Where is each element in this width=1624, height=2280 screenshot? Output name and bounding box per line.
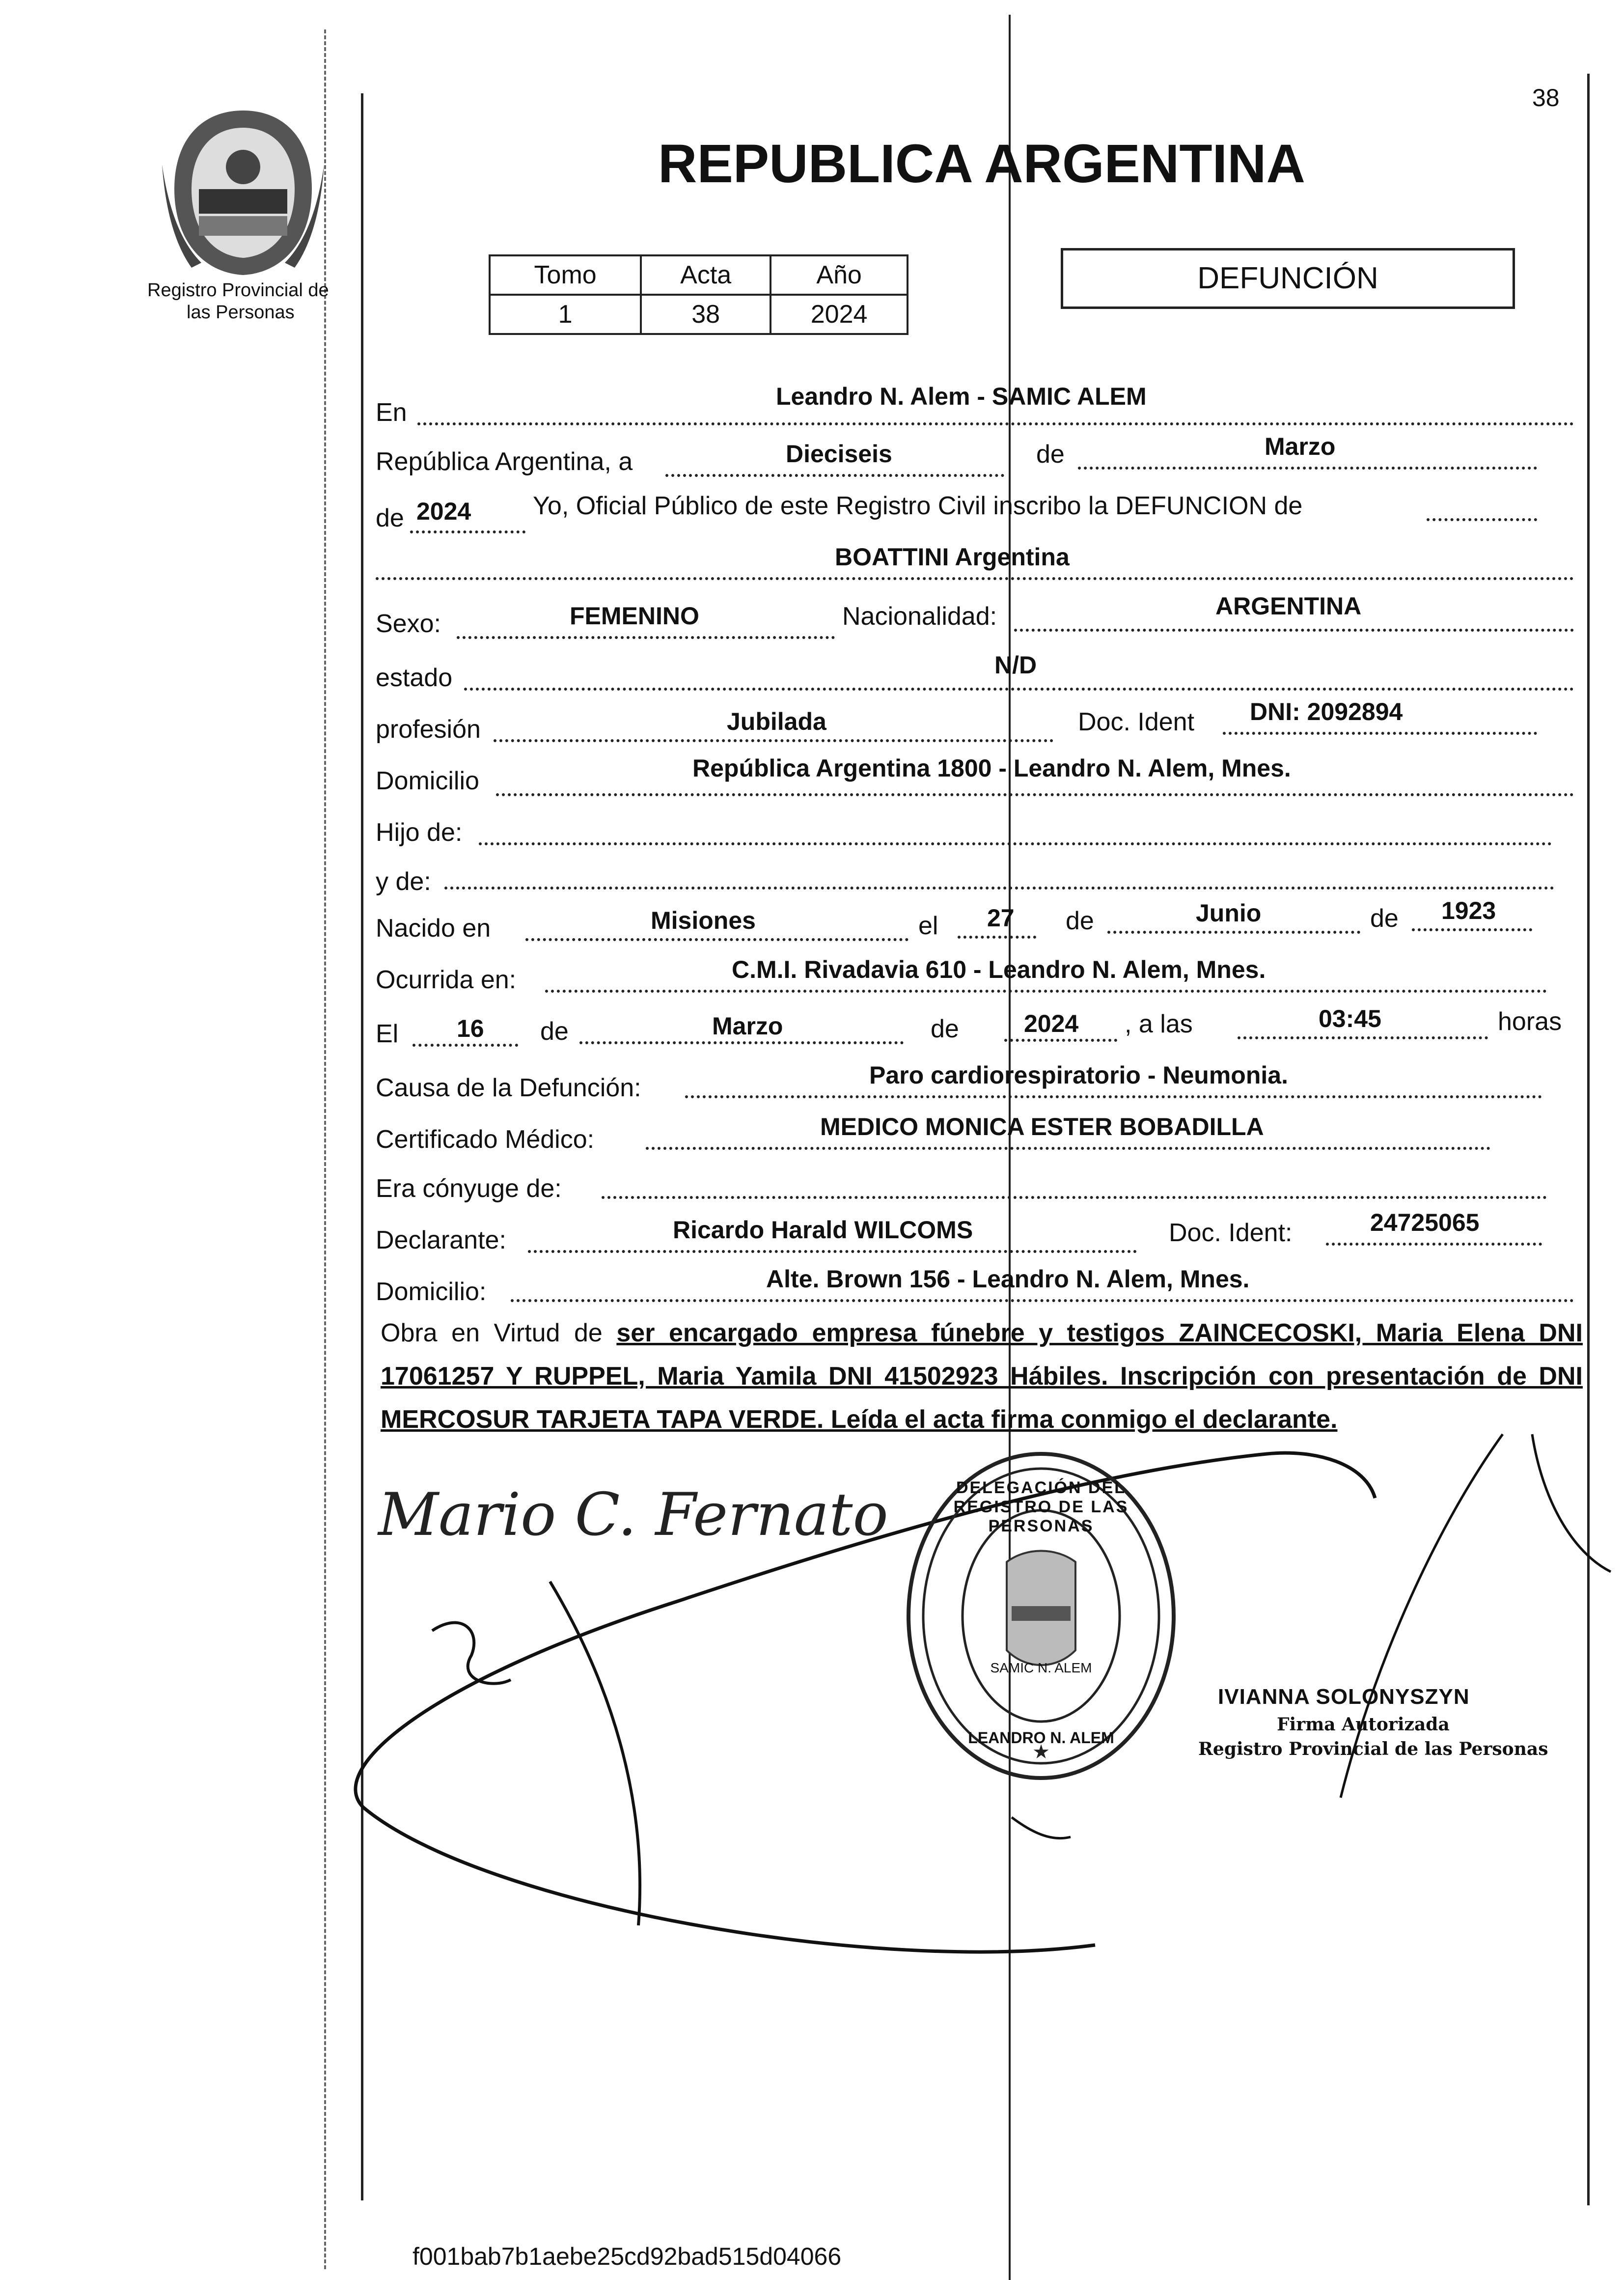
ocurrida-line [545, 990, 1547, 993]
nacionalidad-label: Nacionalidad: [842, 602, 997, 631]
causa-line [685, 1095, 1542, 1098]
anio-line [410, 530, 525, 533]
stamp-outer-text: DELEGACIÓN DEL REGISTRO DE LAS PERSONAS [953, 1478, 1129, 1535]
estado-label: estado [376, 664, 453, 692]
de2-label: de [376, 504, 404, 532]
mes-line [1078, 467, 1537, 470]
declarante-label: Declarante: [376, 1226, 506, 1254]
def-hora: 03:45 [1319, 1005, 1381, 1032]
nombre-line [376, 577, 1574, 580]
doc-type-box [1061, 248, 1515, 309]
horas-label: horas [1498, 1007, 1562, 1036]
tomo-header: Tomo [490, 255, 641, 295]
profesion-value: Jubilada [727, 708, 826, 735]
left-margin-dashed-line [324, 29, 326, 2269]
sexo-label: Sexo: [376, 610, 441, 638]
anio-value-text: 2024 [416, 498, 471, 525]
profesion-label: profesión [376, 715, 481, 744]
certificado-line [646, 1147, 1490, 1150]
yde-label: y de: [376, 867, 431, 896]
issuer-line2: las Personas [187, 302, 295, 323]
causa-value: Paro cardiorespiratorio - Neumonia. [869, 1061, 1288, 1089]
nac-dia-line [958, 936, 1036, 939]
anio-value: 2024 [771, 295, 908, 334]
stamp-bottom-text: LEANDRO N. ALEM [968, 1729, 1114, 1747]
nacido-label: Nacido en [376, 914, 491, 943]
decl-doc-label: Doc. Ident: [1169, 1219, 1293, 1247]
obra-value: ser encargado empresa fúnebre y testigos ZAINCECOSKI, Maria Elena DNI 17061257 Y RUPPEL, Maria Yamila DNI 41502923 Hábiles. Inscripción con presentación de DNI MERCOSUR TARJETA TAPA VERDE. Leída el acta firma conmigo el declarante. [381, 1319, 1583, 1434]
sexo-line [457, 636, 835, 639]
de-label: de [1036, 440, 1065, 469]
profesion-line [494, 739, 1053, 742]
nac-de2: de [1370, 904, 1399, 933]
en-label: En [376, 398, 407, 427]
yo-line [1427, 518, 1537, 521]
def-mes-line [579, 1041, 904, 1044]
svg-text:★: ★ [1032, 1741, 1050, 1763]
page-title: REPUBLICA ARGENTINA [658, 134, 1305, 194]
domicilio-line [496, 793, 1574, 796]
document-hash: f001bab7b1aebe25cd92bad515d04066 [413, 2243, 842, 2270]
estado-line [464, 688, 1574, 691]
tomo-value: 1 [490, 295, 641, 334]
nac-anio-line [1412, 928, 1532, 931]
yo-text: Yo, Oficial Público de este Registro Civil inscribo la DEFUNCION de [533, 492, 1303, 520]
provincia-misiones-seal-icon [162, 106, 324, 282]
def-de2: de [931, 1015, 959, 1043]
republica-label: República Argentina, a [376, 447, 633, 476]
nacido-value: Misiones [651, 907, 756, 934]
dia-value: Dieciseis [786, 440, 892, 468]
alas-label: , a las [1125, 1010, 1193, 1038]
def-de1: de [540, 1017, 569, 1046]
doc-ident-label: Doc. Ident [1078, 708, 1195, 736]
conyuge-label: Era cónyuge de: [376, 1174, 562, 1203]
nacido-line [525, 938, 908, 941]
ocurrida-value: C.M.I. Rivadavia 610 - Leandro N. Alem, Mnes. [732, 956, 1266, 983]
nac-mes: Junio [1196, 899, 1262, 927]
signature-text: Mario C. Fernato [378, 1481, 888, 1549]
nombre-value: BOATTINI Argentina [835, 543, 1070, 571]
causa-label: Causa de la Defunción: [376, 1074, 641, 1102]
def-dia: 16 [457, 1015, 484, 1042]
estado-value: N/D [994, 651, 1037, 679]
doc-ident-value: DNI: 2092894 [1250, 698, 1403, 725]
declarante-line [528, 1250, 1137, 1253]
decl-doc-value: 24725065 [1370, 1209, 1480, 1236]
nacionalidad-value: ARGENTINA [1215, 592, 1362, 620]
stamp-inner-text: SAMIC N. ALEM [990, 1660, 1092, 1675]
mes-value: Marzo [1265, 433, 1336, 460]
domicilio-label: Domicilio [376, 767, 479, 795]
decl-dom-value: Alte. Brown 156 - Leandro N. Alem, Mnes. [766, 1265, 1250, 1293]
def-anio-line [1004, 1039, 1117, 1042]
el-label: el [918, 912, 938, 940]
certificado-label: Certificado Médico: [376, 1125, 595, 1154]
ocurrida-label: Ocurrida en: [376, 966, 517, 994]
doc-type: DEFUNCIÓN [1197, 261, 1378, 295]
declarante-value: Ricardo Harald WILCOMS [673, 1216, 973, 1244]
page-number: 38 [1532, 84, 1560, 111]
issuer-line1: Registro Provincial de [147, 280, 329, 301]
obra-label: Obra en Virtud de [381, 1319, 603, 1347]
official-office: Registro Provincial de las Personas [1198, 1739, 1548, 1759]
def-hora-line [1238, 1036, 1488, 1039]
obra-paragraph [381, 1311, 1583, 1441]
nac-mes-line [1107, 931, 1360, 934]
decl-doc-line [1326, 1243, 1542, 1246]
def-dia-line [413, 1044, 518, 1047]
registry-table [489, 254, 908, 335]
official-name: IVIANNA SOLONYSZYN [1218, 1685, 1470, 1709]
nac-dia: 27 [987, 904, 1015, 932]
acta-header: Acta [641, 255, 771, 295]
anio-header: Año [771, 255, 908, 295]
dia-line [665, 474, 1004, 477]
nac-de1: de [1066, 907, 1094, 935]
certificado-value: MEDICO MONICA ESTER BOBADILLA [820, 1113, 1264, 1140]
decl-dom-line [511, 1299, 1574, 1302]
el2-label: El [376, 1020, 399, 1048]
decl-dom-label: Domicilio: [376, 1278, 487, 1306]
nacionalidad-line [1014, 629, 1574, 632]
nac-anio: 1923 [1441, 897, 1496, 924]
def-mes: Marzo [712, 1012, 783, 1040]
def-anio: 2024 [1024, 1010, 1079, 1037]
yde-line [444, 887, 1554, 890]
doc-ident-line [1223, 732, 1537, 735]
domicilio-value: República Argentina 1800 - Leandro N. Alem, Mnes. [692, 754, 1291, 782]
en-line [417, 422, 1574, 425]
en-value: Leandro N. Alem - SAMIC ALEM [776, 383, 1147, 410]
acta-value: 38 [641, 295, 771, 334]
conyuge-line [602, 1196, 1547, 1199]
official-role: Firma Autorizada [1277, 1714, 1450, 1735]
hijo-line [479, 842, 1552, 845]
sexo-value: FEMENINO [570, 602, 699, 630]
hijo-label: Hijo de: [376, 818, 463, 847]
